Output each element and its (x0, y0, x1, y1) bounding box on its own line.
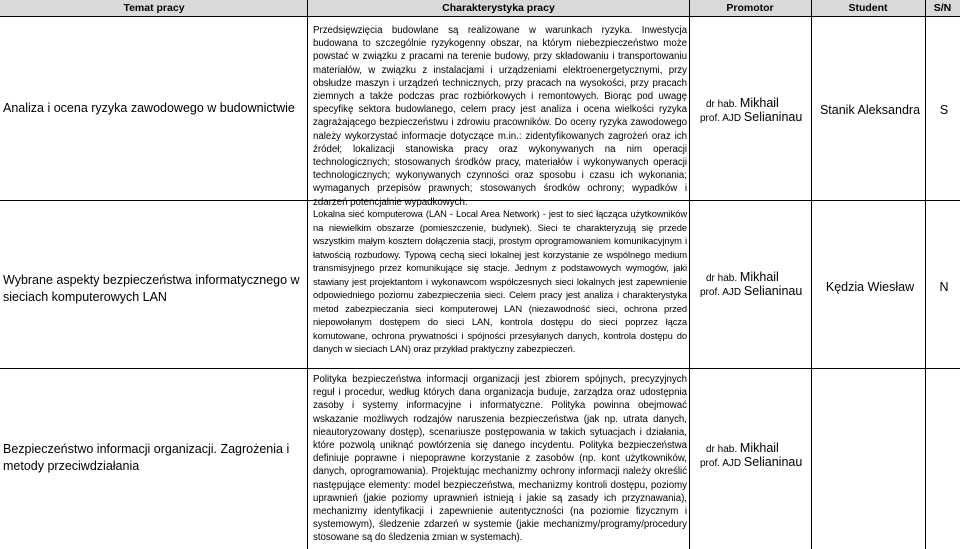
header-description: Charakterystyka pracy (442, 2, 555, 14)
grid-line (307, 0, 308, 549)
row-student: Stanik Aleksandra (819, 103, 921, 117)
promotor-last-name: Selianinau (743, 110, 803, 124)
row-student: Kędzia Wiesław (825, 280, 915, 294)
table-header (0, 0, 960, 17)
header-topic: Temat pracy (123, 2, 185, 14)
row-promotor (697, 270, 807, 298)
promotor-last-name: Selianinau (743, 455, 803, 469)
grid-line (811, 0, 812, 549)
promotor-title: prof. AJD (700, 287, 742, 298)
grid-line (689, 0, 690, 549)
row-topic: Wybrane aspekty bezpieczeństwa informatycznego w sieciach komputerowych LAN (3, 273, 300, 304)
row-description: Polityka bezpieczeństwa informacji organizacji jest zbiorem spójnych, precyzyjnych reguł i procedur, według których dana organizacja buduje, zarządza oraz udostępnia zasoby i systemy informacyjne i informatyczne. Polityka powinna obejmować wskazanie możliwych rodzajów naruszenia bezpieczeństwa (jak np. utrata danych, nieautoryzowany dostęp), scenariusze postępowania w takich sytuacjach i działania, które pozwolą uniknąć powtórzenia się danego incydentu. Polityka bezpieczeństwa definiuje poprawne i niepoprawne korzystanie z zasobów (np. kont użytkowników, danych, oprogramowania). Projektując mechanizmy ochrony informacji należy określić następujące elementy: model bezpieczeństwa, mechanizmy kontroli dostępu, poziomy uprawnień (jakie poziomy uprawnień istnieją i jakie są zasady ich przyznawania), mechanizmy identyfikacji i zapewnienie autentyczności (na poziomie fizycznym i systemowym), śledzenie zdarzeń w systemie (jakie mechanizmy/programy/procedury stosowane są do śledzenia zmian w systemach). (313, 374, 687, 544)
row-sn: S (939, 103, 949, 117)
row-topic: Bezpieczeństwo informacji organizacji. Zagrożenia i metody przeciwdziałania (3, 442, 290, 473)
row-promotor (697, 96, 807, 124)
header-promotor: Promotor (726, 2, 774, 14)
row-divider (0, 368, 960, 369)
row-topic: Analiza i ocena ryzyka zawodowego w budownictwie (3, 101, 295, 115)
row-promotor (697, 441, 807, 469)
promotor-title: dr hab. (706, 273, 738, 284)
row-description: Przedsięwzięcia budowlane są realizowane w warunkach ryzyka. Inwestycja budowana to szczególnie ryzykogenny obszar, na którym niebezpieczeństwo może powstać w związku z pracami na terenie budowy, przy składowaniu i transportowaniu materiałów, w związku z instalacjami i urządzeniami elektroenergetycznymi, przy obsłudze maszyn i urządzeń technicznych, przy pracach na wysokości, przy pracach ziemnych a także podczas prac rozbiórkowych i remontowych. Biorąc pod uwagę specyfikę sektora budowlanego, celem pracy jest analiza i ocena wielkości ryzyka zagrażającego bezpieczeństwu i zdrowiu pracowników. Do oceny ryzyka zawodowego należy wykorzystać informacje dotyczące m.in.: zidentyfikowanych zagrożeń oraz ich źródeł; lokalizacji stanowiska pracy oraz wykonywanych na nim operacji technologicznych; stosowanych środków pracy, materiałów i wykonywanych operacji technologicznych; wykonywanych czynności oraz sposobu i czasu ich wykonania; wymaganych przepisów prawnych; stosowanych środków ochrony; wypadków i zdarzeń potencjalnie wypadkowych. (313, 25, 687, 208)
promotor-title: dr hab. (706, 99, 738, 110)
promotor-title: prof. AJD (700, 458, 742, 469)
row-description: Lokalna sieć komputerowa (LAN - Local Area Network) - jest to sieć łącząca użytkowników na niewielkim obszarze (pomieszczenie, budynek). Sieci te charakteryzują się przede wszystkim małym kosztem dołączenia stacji, prostym oprogramowaniem komunikacyjnym i łatwością rozbudowy. Typową cechą sieci lokalnej jest korzystanie ze wspólnego medium transmisyjnego przez komunikujące się stacje. Jednym z podstawowych wymogów, jaki stawiany jest projektantom i wykonawcom współczesnych sieci lokalnych jest zapewnienie odpowiedniego poziomu zabezpieczenia sieci. Celem pracy jest analiza i charakterystyka metod zabezpieczania sieci komputerowej LAN (niezawodność sieci, ochrona przed niepowołanym dostępem do sieci LAN, kontrola dostępu do sieci poprzez łącza komutowane, ochrona prywatności i spójności przesyłanych danych, kontrola dostępu do danych w sieciach LAN) oraz przykład praktyczny zabezpieczeń. (313, 208, 687, 354)
promotor-first-name: Mikhail (739, 96, 779, 110)
header-sn: S/N (933, 2, 952, 14)
promotor-title: prof. AJD (700, 113, 742, 124)
promotor-first-name: Mikhail (739, 270, 779, 284)
promotor-title: dr hab. (706, 444, 738, 455)
promotor-first-name: Mikhail (739, 441, 779, 455)
header-student: Student (848, 2, 888, 14)
row-sn: N (939, 280, 949, 294)
promotor-last-name: Selianinau (743, 284, 803, 298)
grid-line (925, 0, 926, 549)
